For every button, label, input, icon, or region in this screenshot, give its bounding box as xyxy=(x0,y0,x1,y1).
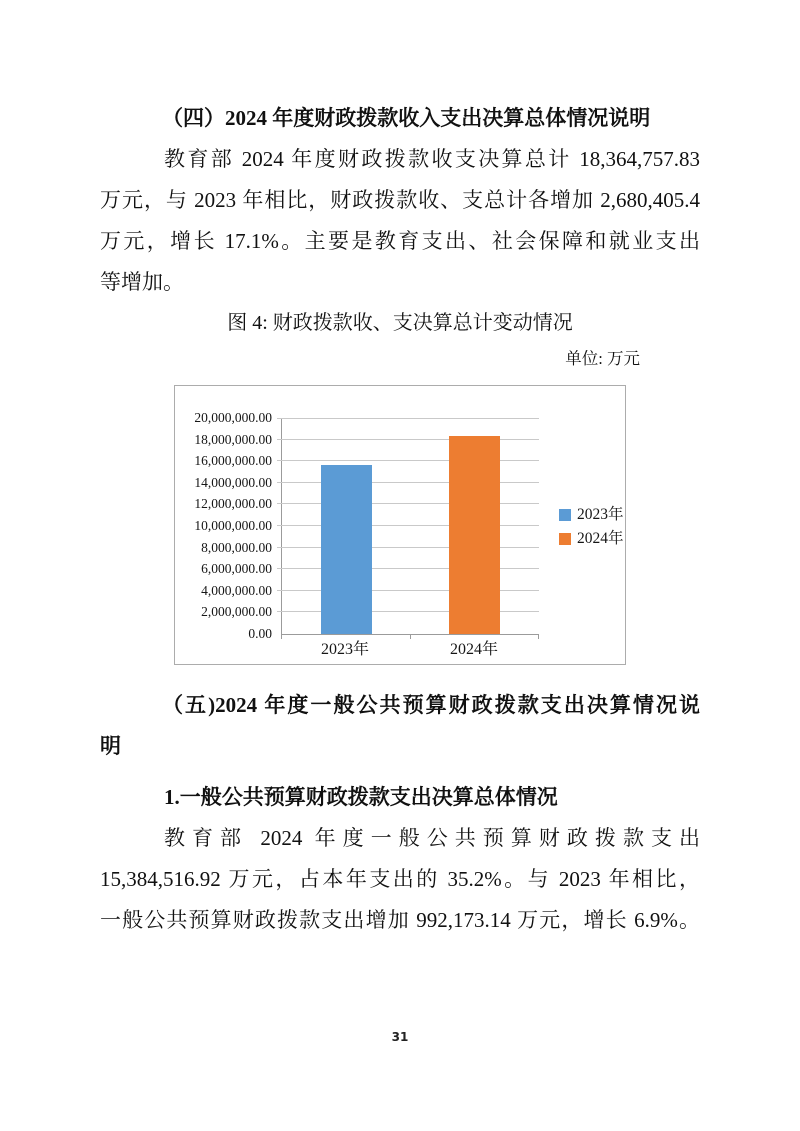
section-5-paragraph xyxy=(100,818,700,941)
bar-2023年 xyxy=(321,465,372,634)
y-tick-label: 4,000,000.00 xyxy=(201,583,272,598)
page-number: 31 xyxy=(391,1030,409,1044)
y-tick-label: 8,000,000.00 xyxy=(201,540,272,555)
gridline xyxy=(277,418,539,419)
heading-line: （五)2024 年度一般公共预算财政拨款支出决算情况说 xyxy=(162,693,700,717)
paragraph-line: 教育部 2024 年度一般公共预算财政拨款支出 xyxy=(164,826,700,850)
legend-swatch xyxy=(559,533,571,545)
x-axis-tick xyxy=(538,635,539,639)
paragraph-line: 等增加。 xyxy=(100,270,184,294)
x-category-label: 2024年 xyxy=(449,641,498,658)
x-category-label: 2023年 xyxy=(320,641,369,658)
y-tick-label: 18,000,000.00 xyxy=(194,432,272,447)
plot-area xyxy=(281,418,539,635)
y-tick-label: 12,000,000.00 xyxy=(194,496,272,511)
paragraph-line: 一般公共预算财政拨款支出增加 992,173.14 万元，增长 6.9%。 xyxy=(100,908,700,932)
bar-2024年 xyxy=(449,436,500,634)
y-tick-label: 2,000,000.00 xyxy=(201,604,272,619)
paragraph-line: 万元，增长 17.1%。主要是教育支出、社会保障和就业支出 xyxy=(100,229,700,253)
paragraph-line: 15,384,516.92 万元，占本年支出的 35.2%。与 2023 年相比， xyxy=(100,867,700,891)
x-axis-tick xyxy=(281,635,282,639)
section-4-heading: （四）2024 年度财政拨款收入支出决算总体情况说明 xyxy=(162,106,651,130)
y-tick-label: 6,000,000.00 xyxy=(201,561,272,576)
legend-item xyxy=(559,530,624,548)
legend-label: 2023年 xyxy=(577,506,624,523)
chart-legend xyxy=(559,506,624,548)
section-5-heading xyxy=(100,685,700,767)
paragraph-line: 教育部 2024 年度财政拨款收支决算总计 18,364,757.83 xyxy=(164,147,700,171)
y-tick-label: 16,000,000.00 xyxy=(194,453,272,468)
legend-label: 2024年 xyxy=(577,530,624,547)
legend-item xyxy=(559,506,624,524)
x-axis-tick xyxy=(410,635,411,639)
chart-frame xyxy=(174,385,626,665)
chart-unit-label: 单位: 万元 xyxy=(565,349,640,368)
figure-caption: 图 4: 财政拨款收、支决算总计变动情况 xyxy=(227,312,573,334)
y-tick-label: 14,000,000.00 xyxy=(194,475,272,490)
section-5-subheading: 1.一般公共预算财政拨款支出决算总体情况 xyxy=(164,785,558,809)
legend-swatch xyxy=(559,509,571,521)
paragraph-line: 万元，与 2023 年相比，财政拨款收、支总计各增加 2,680,405.4 xyxy=(100,188,700,212)
y-tick-label: 20,000,000.00 xyxy=(194,410,272,425)
section-4-paragraph xyxy=(100,139,700,303)
y-tick-label: 0.00 xyxy=(248,626,272,641)
y-tick-label: 10,000,000.00 xyxy=(194,518,272,533)
heading-line: 明 xyxy=(100,734,121,758)
